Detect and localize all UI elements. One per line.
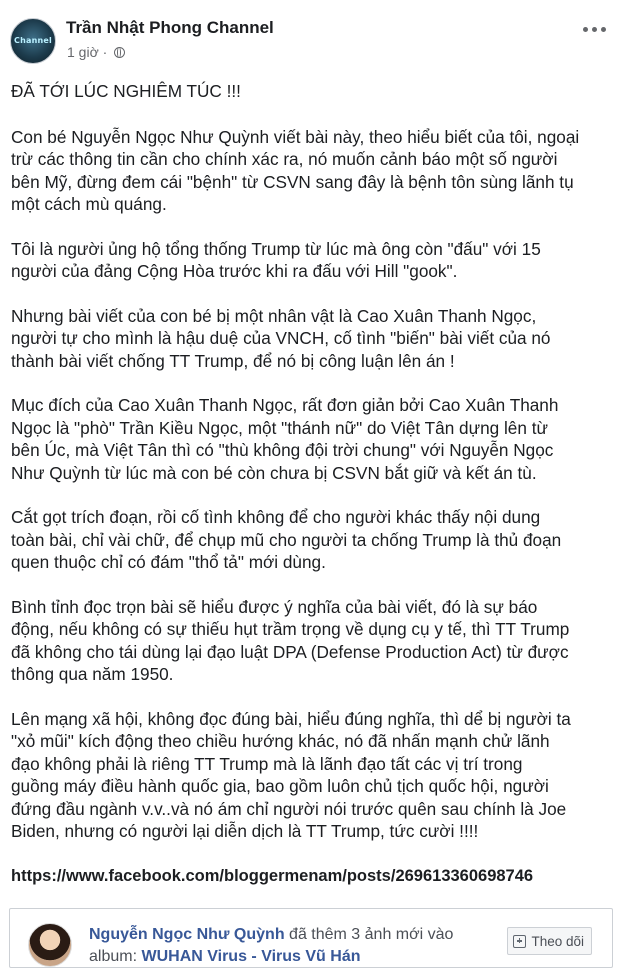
shared-post-card[interactable]: [9, 908, 613, 968]
follow-label: Theo dõi: [531, 933, 584, 949]
post-link[interactable]: https://www.facebook.com/bloggermenam/posts/269613360698746: [11, 866, 534, 885]
shared-action-text: đã thêm 3 ảnh mới vào: [289, 926, 454, 943]
shared-post-text: [89, 924, 489, 968]
follow-button[interactable]: [507, 927, 592, 955]
more-options-dot: [592, 27, 597, 32]
post-paragraph: Tôi là người ủng hộ tổng thống Trump từ lúc mà ông còn "đấu" với 15 người của đảng Cộng Hòa trước khi ra đấu với Hill "gook".: [11, 238, 541, 281]
globe-icon: [114, 47, 125, 58]
post-paragraph: Cắt gọt trích đoạn, rồi cố tình không để cho người khác thấy nội dung toàn bài, chỉ vài chữ, để chụp mũ cho người ta chống Trump là thủ đoạn quen thuộc chỉ có đám "thổ tả" mới dùng.: [11, 507, 562, 572]
shared-author-link[interactable]: Nguyễn Ngọc Như Quỳnh: [89, 926, 285, 943]
album-prefix: album:: [89, 948, 138, 965]
shared-avatar[interactable]: [28, 923, 72, 967]
post-paragraph: Bình tỉnh đọc trọn bài sẽ hiểu được ý nghĩa của bài viết, đó là sự báo động, nếu không có sự thiếu hụt trầm trọng về dụng cụ y tế, thì TT Trump đã không cho tái dùng lại đạo luật DPA (Defense Production Act) từ được thông qua năm 1950.: [11, 596, 570, 684]
follow-plus-icon: [513, 935, 526, 948]
post-paragraph: Mục đích của Cao Xuân Thanh Ngọc, rất đơn giản bởi Cao Xuân Thanh Ngọc là "phò" Trần Kiều Ngọc, một "thánh nữ" do Việt Tân dựng lên từ bên Úc, mà Việt Tân thì có "thù không đội trời chung" với Nguyễn Ngọc Như Quỳnh từ lúc mà con bé còn chưa bị CSVN bắt giữ và kết án tù.: [11, 395, 559, 483]
more-options-button[interactable]: [577, 16, 611, 42]
avatar-text: Channel: [14, 36, 52, 45]
post-meta: [67, 44, 125, 60]
post-header: [0, 0, 623, 70]
post-paragraph: Lên mạng xã hội, không đọc đúng bài, hiểu đúng nghĩa, thì dể bị người ta "xỏ mũi" kích động theo chiều hướng khác, nó đã nhấn mạnh chử lãnh đạo không phải là riêng TT Trump mà là lãnh đạo tất các vị trí trong guồng máy điều hành quốc gia, bao gồm luôn chủ tịch quốc hội, người đứng đầu ngành v.v..và nó ám chỉ người nói trước quên sau chính là Joe Biden, nhưng có người lại diễn dịch là TT Trump, tức cười !!!!: [11, 708, 571, 841]
post-paragraph: Con bé Nguyễn Ngọc Như Quỳnh viết bài này, theo hiểu biết của tôi, ngoại trừ các thông tin cần cho chính xác ra, nó muốn cảnh báo một số người bên Mỹ, đừng đem cái "bệnh" từ CSVN sang đây là bệnh tôn sùng lãnh tụ một cách mù quáng.: [11, 126, 580, 214]
more-options-dot: [601, 27, 606, 32]
page-name-link[interactable]: Trần Nhật Phong Channel: [66, 18, 274, 37]
album-title-link[interactable]: WUHAN Virus - Virus Vũ Hán: [141, 948, 361, 965]
post-headline: ĐÃ TỚI LÚC NGHIÊM TÚC !!!: [11, 81, 241, 101]
more-options-icon: [583, 27, 588, 32]
post-text: [11, 80, 616, 887]
post-paragraph: Nhưng bài viết của con bé bị một nhân vật là Cao Xuân Thanh Ngọc, người tự cho mình là hậu duệ của VNCH, cố tình "biến" bài viết của nó thành bài viết chống TT Trump, để nó bị công luận lên án !: [11, 305, 551, 371]
page-avatar[interactable]: [10, 18, 56, 64]
post-time-link[interactable]: 1 giờ ·: [67, 44, 108, 60]
